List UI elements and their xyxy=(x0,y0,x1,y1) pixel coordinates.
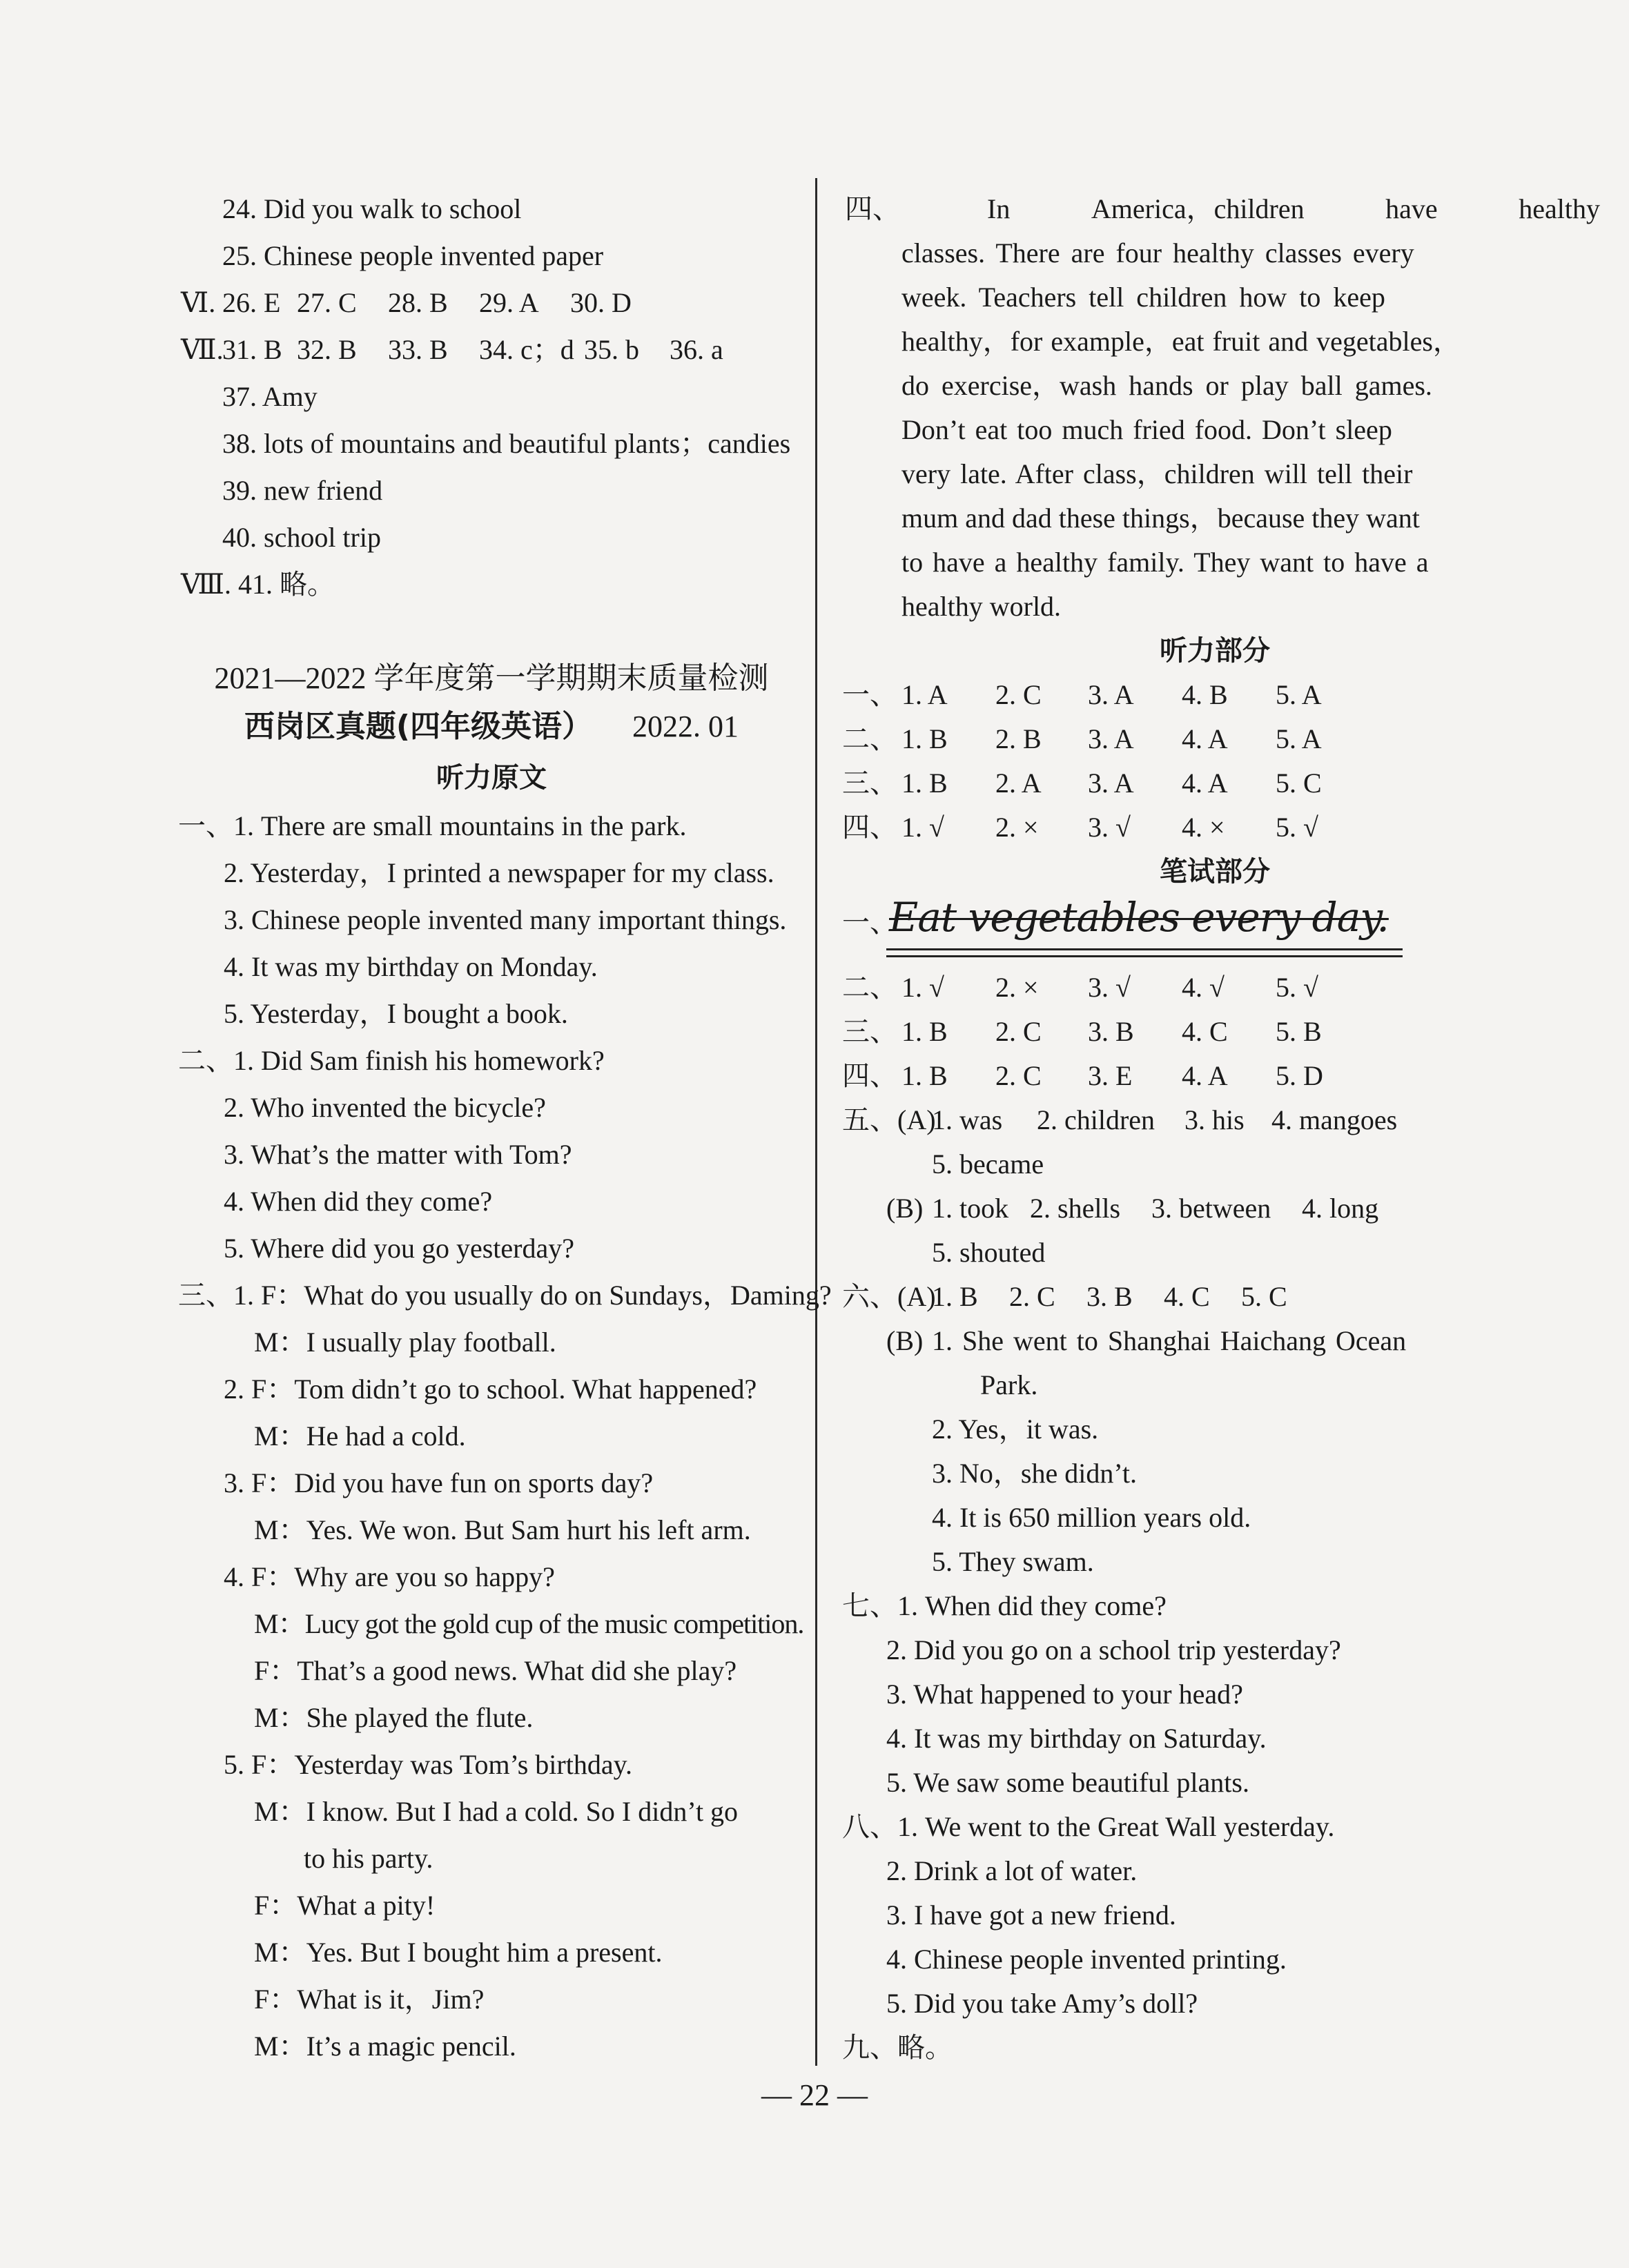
answer: 1. A xyxy=(901,679,948,710)
transcript-line: 2. F：Tom didn’t go to school. What happened? xyxy=(224,1373,757,1405)
answer-row xyxy=(842,678,1322,712)
row-label: 六、(A) xyxy=(842,1281,936,1312)
answer: 3. √ xyxy=(1088,812,1131,843)
transcript-line: 一、1. There are small mountains in the park. xyxy=(178,810,687,841)
column-divider xyxy=(815,178,817,2066)
passage-line: In America，children have healthy xyxy=(987,193,1600,224)
section-label: 四、 xyxy=(845,193,900,224)
transcript-line: M：Lucy got the gold cup of the music competition. xyxy=(254,1608,804,1639)
transcript-line: 3. Chinese people invented many important things. xyxy=(224,904,787,935)
answer-row xyxy=(842,810,1318,845)
answer-line: 2. Drink a lot of water. xyxy=(886,1855,1138,1886)
answer: 5. They swam. xyxy=(932,1546,1094,1577)
answer: 4. B xyxy=(1182,679,1228,710)
answer: 3. between xyxy=(1151,1193,1271,1224)
answer: 1. She went to Shanghai Haichang Ocean xyxy=(932,1325,1407,1356)
answer: 2. × xyxy=(995,812,1039,843)
page-number: — 22 — xyxy=(761,2078,868,2112)
answer: 3. his xyxy=(1184,1104,1245,1135)
transcript-line: M：He had a cold. xyxy=(254,1420,466,1451)
answer: 5. shouted xyxy=(932,1237,1046,1268)
answer: 4. C xyxy=(1164,1281,1210,1312)
row-label: 五、(A) xyxy=(842,1104,936,1135)
answer: 1. B xyxy=(932,1281,978,1312)
answer: 4. It is 650 million years old. xyxy=(932,1502,1251,1533)
answer: 3. E xyxy=(1088,1060,1133,1091)
transcript-line: M：Yes. We won. But Sam hurt his left arm. xyxy=(254,1514,751,1545)
answer-line: Ⅷ. 41. 略。 xyxy=(181,569,335,600)
answer: 1. B xyxy=(901,1060,948,1091)
answer-line: 38. lots of mountains and beautiful plants；candies xyxy=(222,428,791,459)
answer: 33. B xyxy=(388,334,448,365)
answer: 34. c；d xyxy=(479,334,574,365)
answer: 2. children xyxy=(1037,1104,1155,1135)
answer-line: 3. What happened to your head? xyxy=(886,1679,1243,1710)
answer-row-vi xyxy=(181,286,632,320)
answer-line: 八、1. We went to the Great Wall yesterday. xyxy=(842,1811,1335,1842)
transcript-line: M：I know. But I had a cold. So I didn’t go xyxy=(254,1796,739,1827)
answer: 3. √ xyxy=(1088,972,1131,1003)
row-label: 一、 xyxy=(842,679,897,710)
answer-line: 九、略。 xyxy=(842,2032,953,2063)
answer: 3. A xyxy=(1088,768,1134,799)
answer-line: 七、1. When did they come? xyxy=(842,1590,1167,1621)
answer: 5. D xyxy=(1276,1060,1323,1091)
answer: 3. B xyxy=(1088,1016,1134,1047)
answer-line: 3. I have got a new friend. xyxy=(886,1899,1176,1930)
exam-subtitle-row xyxy=(181,710,802,744)
answer: Park. xyxy=(980,1369,1038,1400)
answer: 5. A xyxy=(1276,679,1322,710)
answer: 1. B xyxy=(901,1016,948,1047)
answer-line: 25. Chinese people invented paper xyxy=(222,240,604,271)
answer: 1. B xyxy=(901,723,948,754)
answer-row xyxy=(842,1015,1322,1049)
answer: 5. √ xyxy=(1276,972,1318,1003)
answer: 27. C xyxy=(297,287,357,318)
answer: 35. b xyxy=(584,334,639,365)
answer-line: 2. Did you go on a school trip yesterday? xyxy=(886,1634,1341,1665)
answer: 1. √ xyxy=(901,972,944,1003)
exam-subtitle: 西岗区真题(四年级英语） xyxy=(244,709,593,744)
transcript-line: F：That’s a good news. What did she play? xyxy=(254,1655,737,1686)
exam-date: 2022. 01 xyxy=(632,710,739,743)
answer: 5. C xyxy=(1241,1281,1287,1312)
answer: 3. A xyxy=(1088,723,1134,754)
transcript-line: 5. F：Yesterday was Tom’s birthday. xyxy=(224,1749,633,1780)
transcript-line: 二、1. Did Sam finish his homework? xyxy=(178,1045,605,1076)
answer: 2. × xyxy=(995,972,1039,1003)
transcript-line: F：What a pity! xyxy=(254,1890,436,1921)
answer: 36. a xyxy=(670,334,723,365)
handwriting-underline xyxy=(886,955,1403,957)
section-label: Ⅵ. xyxy=(181,287,216,318)
transcript-line: 3. What’s the matter with Tom? xyxy=(224,1139,572,1170)
handwritten-answer: Eat vegetables every day. xyxy=(889,894,1389,941)
answer-row xyxy=(842,1059,1323,1093)
row-label: 二、 xyxy=(842,723,897,754)
answer: 26. E xyxy=(222,287,281,318)
passage-line: classes. There are four healthy classes every xyxy=(901,237,1414,268)
transcript-line: 2. Yesterday，I printed a newspaper for my class. xyxy=(224,857,774,888)
passage-line: do exercise，wash hands or play ball games. xyxy=(901,370,1432,401)
answer-line: 40. school trip xyxy=(222,522,381,553)
answer: 29. A xyxy=(479,287,539,318)
answer: 1. took xyxy=(932,1193,1009,1224)
row-label: 三、 xyxy=(842,768,897,799)
passage-line: healthy，for example，eat fruit and vegetables， xyxy=(901,326,1461,357)
answer-row xyxy=(842,1280,1287,1314)
section-label: Ⅶ. xyxy=(181,334,224,365)
answer: 2. C xyxy=(1009,1281,1055,1312)
transcript-line: F：What is it，Jim? xyxy=(254,1984,485,2015)
answer-row xyxy=(842,970,1318,1005)
row-label: 四、 xyxy=(842,1060,897,1091)
answer: 4. mangoes xyxy=(1271,1104,1398,1135)
answer-line: 37. Amy xyxy=(222,381,318,412)
exam-title: 2021—2022 学年度第一学期期末质量检测 xyxy=(214,661,769,695)
answer-line: 5. We saw some beautiful plants. xyxy=(886,1767,1249,1798)
answer: 2. C xyxy=(995,679,1042,710)
transcript-line: 5. Where did you go yesterday? xyxy=(224,1233,574,1264)
transcript-line: M：Yes. But I bought him a present. xyxy=(254,1937,663,1968)
answer-line: 5. Did you take Amy’s doll? xyxy=(886,1988,1198,2019)
answer: 4. A xyxy=(1182,723,1228,754)
answer-row-vii xyxy=(181,333,723,367)
answer: 3. B xyxy=(1086,1281,1133,1312)
answer: 1. was xyxy=(932,1104,1003,1135)
answer: 5. B xyxy=(1276,1016,1322,1047)
transcript-line: M：She played the flute. xyxy=(254,1702,534,1733)
answer: 28. B xyxy=(388,287,448,318)
passage-line: to have a healthy family. They want to have a xyxy=(901,547,1429,578)
section-heading: 笔试部分 xyxy=(1160,856,1270,888)
answer: 2. shells xyxy=(1030,1193,1121,1224)
answer: 5. C xyxy=(1276,768,1322,799)
answer: 4. √ xyxy=(1182,972,1225,1003)
answer-row xyxy=(842,766,1322,801)
section-heading: 听力原文 xyxy=(436,762,547,794)
answer-line: 4. Chinese people invented printing. xyxy=(886,1944,1287,1975)
transcript-line: to his party. xyxy=(304,1843,433,1874)
section-heading: 听力部分 xyxy=(1160,635,1270,667)
answer: 2. C xyxy=(995,1060,1042,1091)
transcript-line: 5. Yesterday，I bought a book. xyxy=(224,998,568,1029)
passage-line: very late. After class，children will tell their xyxy=(901,458,1413,489)
answer: 4. A xyxy=(1182,768,1228,799)
answer: 4. C xyxy=(1182,1016,1228,1047)
answer: 1. √ xyxy=(901,812,944,843)
answer: 2. C xyxy=(995,1016,1042,1047)
transcript-line: M：It’s a magic pencil. xyxy=(254,2031,516,2062)
passage-line: mum and dad these things，because they want xyxy=(901,502,1420,534)
answer: 3. A xyxy=(1088,679,1134,710)
row-label: 一、 xyxy=(842,907,897,938)
transcript-line: 4. When did they come? xyxy=(224,1186,493,1217)
answer: 31. B xyxy=(222,334,282,365)
answer: 30. D xyxy=(570,287,632,318)
answer-line: 24. Did you walk to school xyxy=(222,193,522,224)
answer: 32. B xyxy=(297,334,357,365)
row-label: 三、 xyxy=(842,1016,897,1047)
transcript-line: M：I usually play football. xyxy=(254,1327,556,1358)
answer-row xyxy=(886,1191,1378,1226)
handwriting-underline xyxy=(886,948,1403,950)
answer: 4. × xyxy=(1182,812,1225,843)
passage-line: Don’t eat too much fried food. Don’t sleep xyxy=(901,414,1392,445)
answer: 5. became xyxy=(932,1148,1044,1180)
answer: 4. A xyxy=(1182,1060,1228,1091)
answer: 5. √ xyxy=(1276,812,1318,843)
answer: 1. B xyxy=(901,768,948,799)
answer: 3. No，she didn’t. xyxy=(932,1458,1138,1489)
answer-line: 4. It was my birthday on Saturday. xyxy=(886,1723,1267,1754)
answer-row xyxy=(842,722,1322,756)
passage-line: week. Teachers tell children how to keep xyxy=(901,282,1385,313)
answer: 5. A xyxy=(1276,723,1322,754)
answer: 2. B xyxy=(995,723,1042,754)
transcript-line: 4. F：Why are you so happy? xyxy=(224,1561,555,1592)
transcript-line: 3. F：Did you have fun on sports day? xyxy=(224,1467,654,1498)
row-label: (B) xyxy=(886,1193,924,1224)
transcript-line: 4. It was my birthday on Monday. xyxy=(224,951,598,982)
answer: 4. long xyxy=(1302,1193,1379,1224)
row-label: 二、 xyxy=(842,972,897,1003)
answer-row xyxy=(842,1103,1397,1137)
row-label: (B) xyxy=(886,1325,924,1356)
answer: 2. A xyxy=(995,768,1042,799)
row-label: 四、 xyxy=(842,812,897,843)
transcript-line: 三、1. F：What do you usually do on Sundays，Daming? xyxy=(178,1280,832,1311)
answer-line: 39. new friend xyxy=(222,475,383,506)
passage-line: healthy world. xyxy=(901,591,1062,622)
answer: 2. Yes，it was. xyxy=(932,1414,1099,1445)
transcript-line: 2. Who invented the bicycle? xyxy=(224,1092,546,1123)
